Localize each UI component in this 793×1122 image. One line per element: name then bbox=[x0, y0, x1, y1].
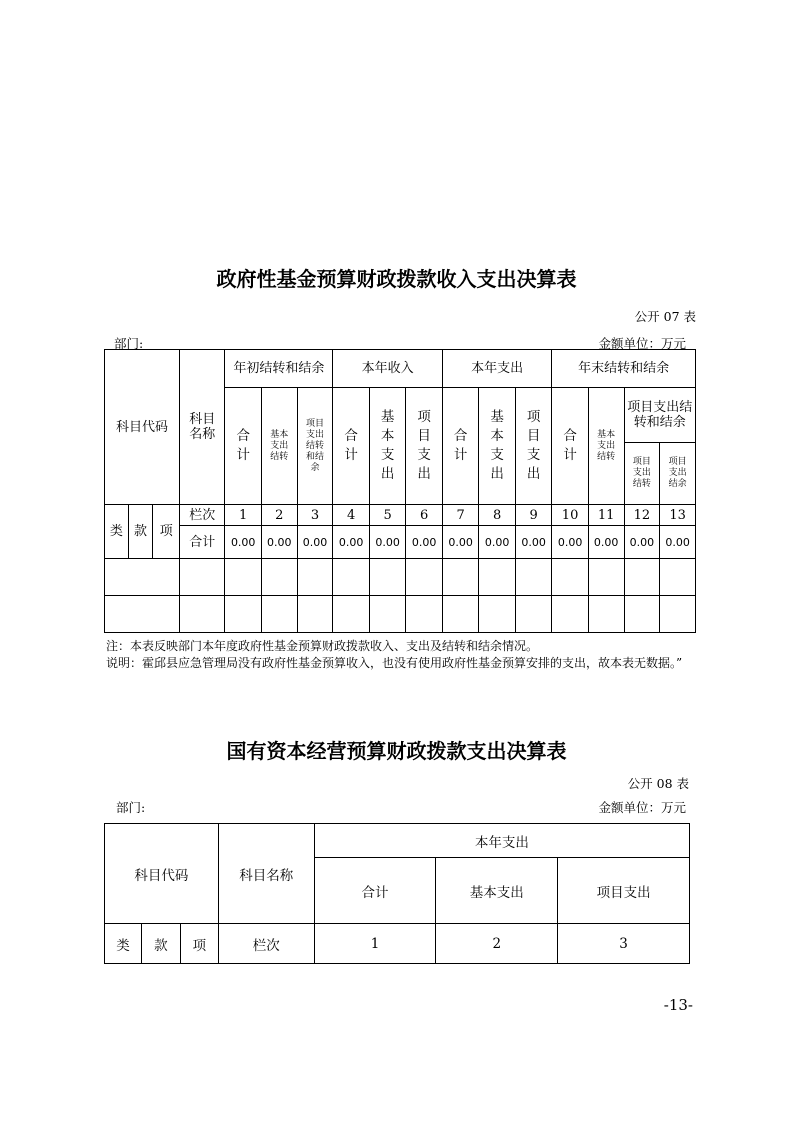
header-kuan: 款 bbox=[128, 505, 153, 559]
total-value: 0.00 bbox=[588, 526, 624, 559]
column-number: 2 bbox=[261, 505, 297, 526]
total-value: 0.00 bbox=[442, 526, 479, 559]
t2-header-xiang: 项 bbox=[180, 924, 218, 964]
table2-dept-label: 部门: bbox=[116, 800, 146, 815]
total-value: 0.00 bbox=[406, 526, 443, 559]
total-value: 0.00 bbox=[515, 526, 552, 559]
begin-project: 项目支出结转和结余 bbox=[297, 388, 333, 505]
header-begin-balance: 年初结转和结余 bbox=[225, 350, 333, 388]
column-number: 10 bbox=[552, 505, 589, 526]
header-income: 本年收入 bbox=[333, 350, 443, 388]
end-project-carry: 项目支出结转 bbox=[624, 443, 660, 505]
table2-title: 国有资本经营预算财政拨款支出决算表 bbox=[226, 739, 567, 763]
column-number: 8 bbox=[479, 505, 516, 526]
table2-unit-label: 金额单位：万元 bbox=[598, 800, 686, 815]
column-number: 1 bbox=[225, 505, 262, 526]
column-number: 9 bbox=[515, 505, 552, 526]
header-expense: 本年支出 bbox=[442, 350, 552, 388]
column-number: 4 bbox=[333, 505, 370, 526]
table2 bbox=[104, 823, 690, 964]
end-project-balance: 项目支出结余 bbox=[660, 443, 696, 505]
column-number: 13 bbox=[660, 505, 696, 526]
end-basic: 基本支出结转 bbox=[588, 388, 624, 505]
t2-column-number: 1 bbox=[314, 924, 436, 964]
page-number: -13- bbox=[663, 996, 693, 1014]
header-xiang: 项 bbox=[153, 505, 180, 559]
begin-total: 合计 bbox=[225, 388, 262, 505]
header-subject-name: 科目名称 bbox=[180, 350, 225, 505]
total-value: 0.00 bbox=[552, 526, 589, 559]
column-number: 11 bbox=[588, 505, 624, 526]
column-number: 7 bbox=[442, 505, 479, 526]
total-value: 0.00 bbox=[225, 526, 262, 559]
table1-note: 注：本表反映部门本年度政府性基金预算财政拨款收入、支出及结转和结余情况。 bbox=[106, 639, 539, 653]
t2-header-subject-code: 科目代码 bbox=[105, 824, 219, 924]
column-number: 12 bbox=[624, 505, 660, 526]
table-row-empty bbox=[105, 559, 696, 596]
t2-column-number: 3 bbox=[558, 924, 690, 964]
header-end-balance: 年末结转和结余 bbox=[552, 350, 696, 388]
begin-basic: 基本支出结转 bbox=[261, 388, 297, 505]
t2-header-total: 合计 bbox=[314, 858, 436, 924]
t2-column-number: 2 bbox=[436, 924, 558, 964]
header-subject-code: 科目代码 bbox=[105, 350, 180, 505]
t2-header-project: 项目支出 bbox=[558, 858, 690, 924]
table1-explanation: 说明：霍邱县应急管理局没有政府性基金预算收入，也没有使用政府性基金预算安排的支出，故本表无数据。” bbox=[106, 656, 683, 670]
table1-dept-label: 部门: bbox=[114, 336, 144, 351]
end-project: 项目支出结转和结余 bbox=[624, 388, 695, 443]
total-value: 0.00 bbox=[479, 526, 516, 559]
total-value: 0.00 bbox=[369, 526, 406, 559]
income-project: 项目支出 bbox=[406, 388, 443, 505]
header-lei: 类 bbox=[105, 505, 129, 559]
t2-header-lanci: 栏次 bbox=[218, 924, 314, 964]
column-number: 3 bbox=[297, 505, 333, 526]
income-basic: 基本支出 bbox=[369, 388, 406, 505]
income-total: 合计 bbox=[333, 388, 370, 505]
row-total-label: 合计 bbox=[180, 526, 225, 559]
table1 bbox=[104, 349, 696, 633]
table2-code: 公开 08 表 bbox=[627, 776, 689, 791]
table-row-empty bbox=[105, 596, 696, 633]
table1-title: 政府性基金预算财政拨款收入支出决算表 bbox=[216, 267, 577, 291]
total-value: 0.00 bbox=[297, 526, 333, 559]
column-number: 6 bbox=[406, 505, 443, 526]
table1-code: 公开 07 表 bbox=[634, 309, 696, 324]
t2-header-expense: 本年支出 bbox=[314, 824, 689, 858]
t2-header-kuan: 款 bbox=[141, 924, 180, 964]
end-total: 合计 bbox=[552, 388, 589, 505]
t2-header-subject-name: 科目名称 bbox=[218, 824, 314, 924]
expense-total: 合计 bbox=[442, 388, 479, 505]
total-value: 0.00 bbox=[660, 526, 696, 559]
table1-unit-label: 金额单位：万元 bbox=[598, 336, 686, 351]
expense-project: 项目支出 bbox=[515, 388, 552, 505]
expense-basic: 基本支出 bbox=[479, 388, 516, 505]
column-number: 5 bbox=[369, 505, 406, 526]
t2-header-basic: 基本支出 bbox=[436, 858, 558, 924]
header-lanci: 栏次 bbox=[180, 505, 225, 526]
total-value: 0.00 bbox=[261, 526, 297, 559]
total-value: 0.00 bbox=[333, 526, 370, 559]
t2-header-lei: 类 bbox=[105, 924, 142, 964]
total-value: 0.00 bbox=[624, 526, 660, 559]
